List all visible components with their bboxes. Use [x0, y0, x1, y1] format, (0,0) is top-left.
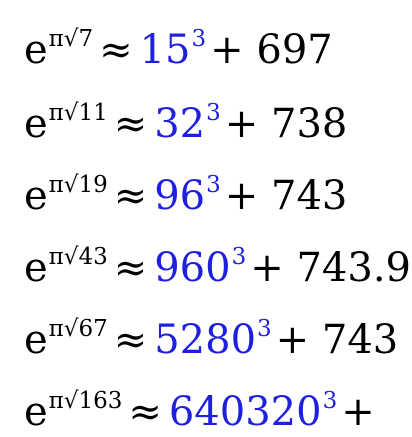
equation-row-sqrt19 [24, 172, 348, 219]
approx-symbol: ≈ [128, 389, 162, 435]
base-e: e [24, 27, 48, 73]
cube-base: 640320 [168, 389, 322, 435]
base-e: e [24, 389, 48, 435]
cube-base: 15 [139, 27, 191, 73]
cube-base: 96 [154, 173, 206, 219]
exponent: π√163 [48, 388, 123, 414]
cube-base: 5280 [154, 317, 257, 363]
remainder: + 697 [210, 27, 333, 73]
cube-base: 32 [154, 101, 206, 147]
remainder: + [341, 389, 375, 435]
equation-row-sqrt163 [24, 388, 375, 435]
cube-exponent: 3 [322, 388, 338, 414]
remainder: + 743.9 [250, 245, 411, 291]
exponent: π√67 [48, 316, 108, 342]
cube-exponent: 3 [206, 172, 221, 198]
base-e: e [24, 101, 48, 147]
exponent: π√43 [48, 244, 108, 270]
equation-row-sqrt43 [24, 244, 411, 291]
equation-row-sqrt67 [24, 316, 399, 363]
cube-exponent: 3 [231, 244, 247, 270]
approx-symbol: ≈ [113, 317, 148, 363]
exponent: π√7 [48, 26, 94, 52]
base-e: e [24, 317, 48, 363]
remainder: + 743 [275, 317, 399, 363]
exponent: π√19 [48, 172, 108, 198]
base-e: e [24, 173, 48, 219]
approx-symbol: ≈ [113, 173, 148, 219]
exponent: π√11 [48, 100, 108, 126]
approx-symbol: ≈ [113, 101, 148, 147]
base-e: e [24, 245, 48, 291]
approx-symbol: ≈ [113, 245, 148, 291]
equation-row-sqrt7 [24, 26, 333, 73]
remainder: + 738 [224, 101, 348, 147]
cube-base: 960 [154, 245, 231, 291]
cube-exponent: 3 [257, 316, 272, 342]
cube-exponent: 3 [206, 100, 221, 126]
remainder: + 743 [224, 173, 348, 219]
equation-row-sqrt11 [24, 100, 348, 147]
approx-symbol: ≈ [99, 27, 133, 73]
cube-exponent: 3 [191, 26, 207, 52]
